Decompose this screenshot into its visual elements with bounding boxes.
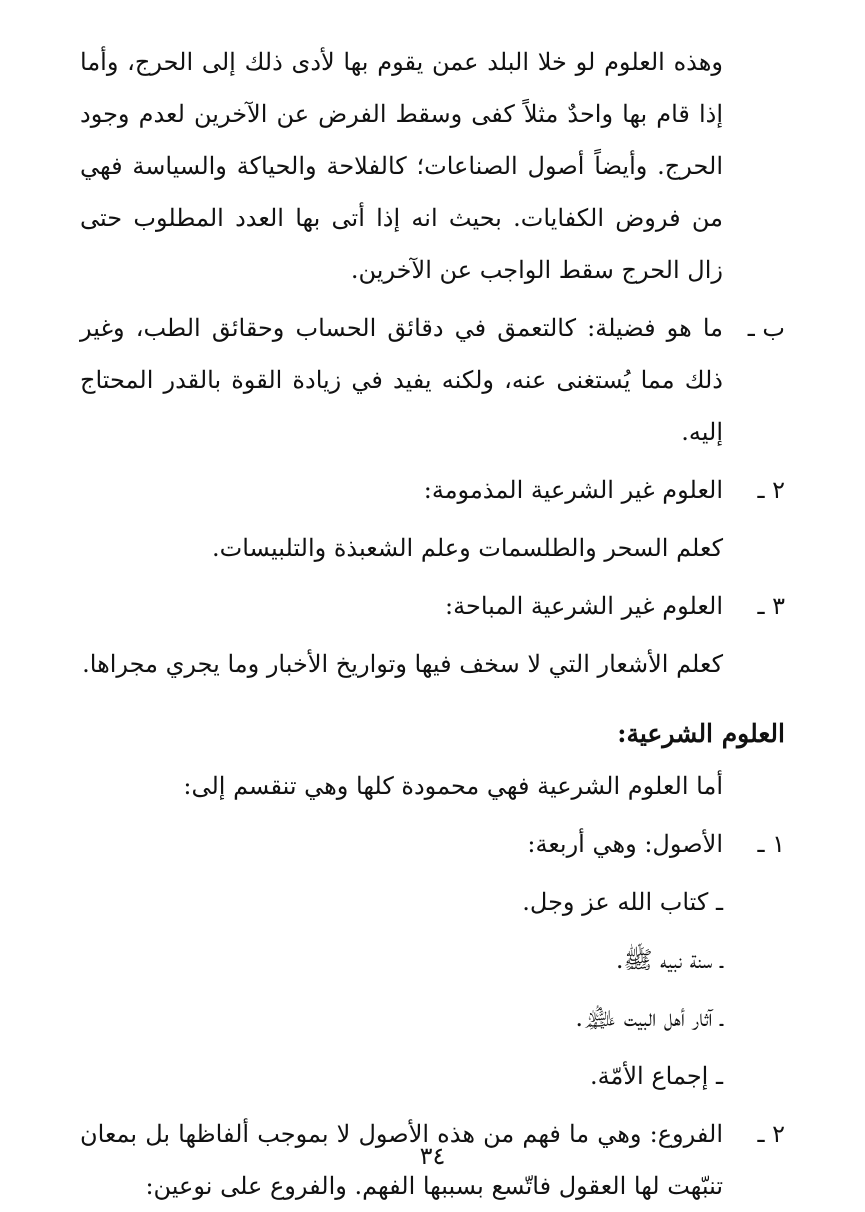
list-item-text: ما هو فضيلة: كالتعمق في دقائق الحساب وحقائق الطب، وغير ذلك مما يُستغنى عنه، ولكنه يفيد في زيادة القوة بالقدر المحتاج إليه. bbox=[80, 314, 723, 446]
paragraph-permissible: كعلم الأشعار التي لا سخف فيها وتواريخ الأخبار وما يجري مجراها. bbox=[82, 650, 723, 678]
list-item-title: العلوم غير الشرعية المباحة: bbox=[445, 592, 723, 620]
list-item-title: العلوم غير الشرعية المذمومة: bbox=[423, 476, 723, 504]
list-marker: ٣ ـ bbox=[757, 592, 785, 620]
paragraph-sharia-intro: أما العلوم الشرعية فهي محمودة كلها وهي تنقسم إلى: bbox=[183, 772, 723, 800]
sources-list bbox=[80, 870, 785, 1102]
list-item-1 bbox=[80, 818, 785, 870]
list-item-2 bbox=[80, 464, 785, 516]
list-item: ـ آثار أهل البيت ﵈. bbox=[575, 1004, 723, 1032]
section-heading: العلوم الشرعية: bbox=[617, 719, 785, 748]
list-marker: ١ ـ bbox=[757, 830, 785, 858]
list-marker: ب ـ bbox=[747, 314, 785, 342]
page-body bbox=[80, 36, 785, 1212]
list-item: ـ كتاب الله عز وجل. bbox=[522, 888, 723, 916]
page-number: ٣٤ bbox=[419, 1142, 446, 1170]
list-item-text: الفروع: وهي ما فهم من هذه الأصول لا بموجب ألفاظها بل بمعان تنبّهت لها العقول فاتّسع بسببها الفهم. والفروع على نوعين: bbox=[80, 1120, 723, 1200]
list-item: ـ إجماع الأمّة. bbox=[589, 1062, 723, 1090]
list-item-b bbox=[80, 302, 785, 458]
paragraph-blameworthy: كعلم السحر والطلسمات وعلم الشعبذة والتلبيسات. bbox=[212, 534, 723, 562]
list-item: ـ سنة نبيه ﷺ. bbox=[615, 946, 723, 974]
list-item-title: الأصول: وهي أربعة: bbox=[527, 830, 723, 858]
list-marker: ٢ ـ bbox=[757, 1120, 785, 1148]
list-marker: ٢ ـ bbox=[757, 476, 785, 504]
list-item-3 bbox=[80, 580, 785, 632]
paragraph-intro: وهذه العلوم لو خلا البلد عمن يقوم بها لأدى ذلك إلى الحرج، وأما إذا قام بها واحدٌ مثلاً كفى وسقط الفرض عن الآخرين لعدم وجود الحرج. وأيضاً أصول الصناعات؛ كالفلاحة والحياكة والسياسة فهي من فروض الكفايات. بحيث انه إذا أتى بها العدد المطلوب حتى زال الحرج سقط الواجب عن الآخرين. bbox=[80, 48, 723, 284]
